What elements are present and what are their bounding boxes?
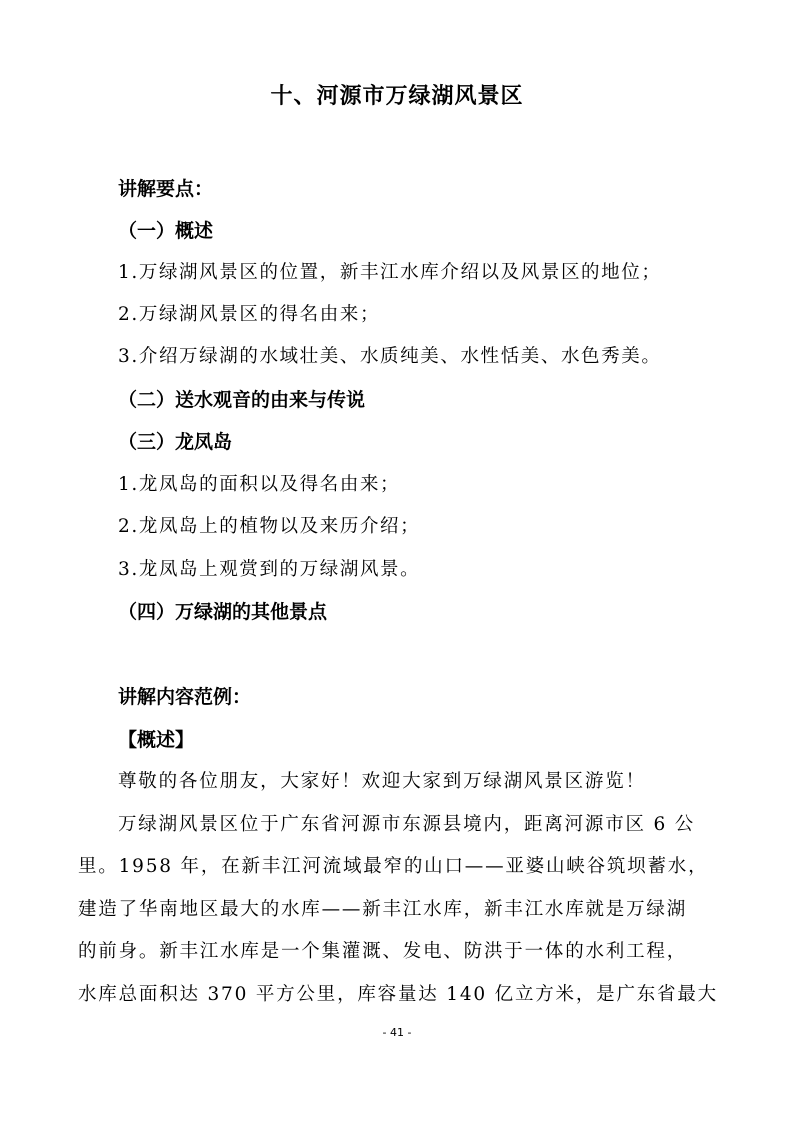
overview-item-2: 2.万绿湖风景区的得名由来； xyxy=(118,304,381,325)
example-subheading: 【概述】 xyxy=(118,729,195,751)
section-other-sights-heading: （四）万绿湖的其他景点 xyxy=(118,601,328,623)
page-title: 十、河源市万绿湖风景区 xyxy=(270,84,524,109)
example-heading: 讲解内容范例： xyxy=(118,686,252,708)
section-guanyin-heading: （二）送水观音的由来与传说 xyxy=(118,389,366,411)
example-line-2: 万绿湖风景区位于广东省河源市东源县境内，距离河源市区 6 公 xyxy=(118,814,696,835)
overview-item-3: 3.介绍万绿湖的水域壮美、水质纯美、水性恬美、水色秀美。 xyxy=(118,346,662,367)
longfeng-item-2: 2.龙凤岛上的植物以及来历介绍； xyxy=(118,516,421,537)
longfeng-item-1: 1.龙凤岛的面积以及得名由来； xyxy=(118,474,401,495)
example-line-5: 的前身。新丰江水库是一个集灌溉、发电、防洪于一体的水利工程， xyxy=(78,941,688,962)
overview-item-1: 1.万绿湖风景区的位置，新丰江水库介绍以及风景区的地位； xyxy=(118,262,662,283)
section-longfeng-heading: （三）龙凤岛 xyxy=(118,431,233,453)
longfeng-item-3: 3.龙凤岛上观赏到的万绿湖风景。 xyxy=(118,559,421,580)
example-line-3: 里。1958 年，在新丰江河流域最窄的山口——亚婆山峡谷筑坝蓄水， xyxy=(78,856,709,877)
section-overview-heading: （一）概述 xyxy=(118,220,214,242)
page-number: - 41 - xyxy=(382,1026,412,1039)
example-line-4: 建造了华南地区最大的水库——新丰江水库，新丰江水库就是万绿湖 xyxy=(78,899,688,920)
key-points-heading: 讲解要点： xyxy=(118,178,214,200)
example-line-6: 水库总面积达 370 平方公里，库容量达 140 亿立方米，是广东省最大 xyxy=(78,984,718,1005)
example-line-1: 尊敬的各位朋友，大家好！欢迎大家到万绿湖风景区游览！ xyxy=(118,771,646,792)
